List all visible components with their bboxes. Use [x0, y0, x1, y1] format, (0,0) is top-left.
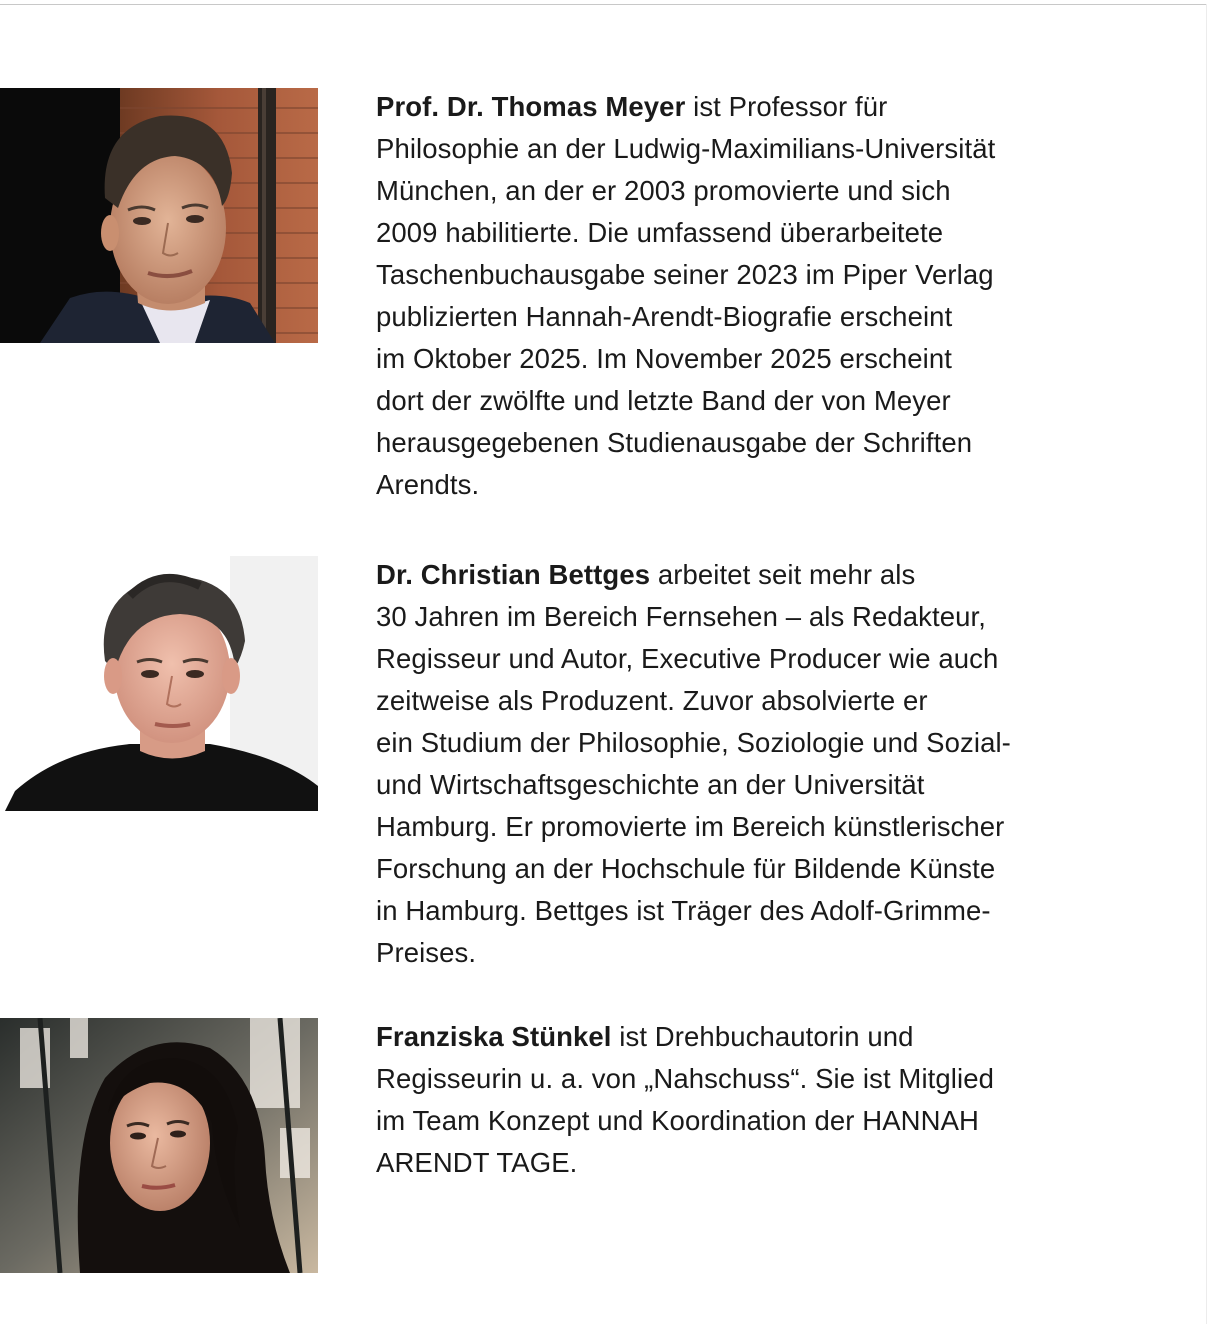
bio-line: herausgegebenen Studienausgabe der Schriften	[376, 427, 973, 458]
bio-line: arbeitet seit mehr als	[650, 559, 916, 590]
bio-text	[376, 554, 1106, 974]
bio-line: München, an der er 2003 promovierte und sich	[376, 175, 951, 206]
bio-line: Regisseurin u. a. von „Nahschuss“. Sie ist Mitglied	[376, 1063, 994, 1094]
bio-text	[376, 86, 1106, 506]
bio-line: im Oktober 2025. Im November 2025 erscheint	[376, 343, 952, 374]
bio-line: 30 Jahren im Bereich Fernsehen – als Redakteur,	[376, 601, 987, 632]
bio-line: im Team Konzept und Koordination der HANNAH	[376, 1105, 979, 1136]
bio-text	[376, 1016, 1106, 1184]
bio-line: ARENDT TAGE.	[376, 1147, 578, 1178]
portrait-image	[0, 88, 318, 343]
bio-line: Taschenbuchausgabe seiner 2023 im Piper Verlag	[376, 259, 994, 290]
portrait-image	[0, 1018, 318, 1273]
bio-line: Hamburg. Er promovierte im Bereich künstlerischer	[376, 811, 1005, 842]
bio-line: ist Drehbuchautorin und	[611, 1021, 914, 1052]
person-name: Prof. Dr. Thomas Meyer	[376, 91, 686, 122]
top-divider	[0, 4, 1207, 5]
person-name: Franziska Stünkel	[376, 1021, 612, 1052]
portrait-image	[0, 556, 318, 811]
person-name: Dr. Christian Bettges	[376, 559, 651, 590]
bio-line: Philosophie an der Ludwig-Maximilians-Universität	[376, 133, 996, 164]
bio-line: dort der zwölfte und letzte Band der von Meyer	[376, 385, 951, 416]
bio-line: und Wirtschaftsgeschichte an der Universität	[376, 769, 925, 800]
bio-line: Forschung an der Hochschule für Bildende Künste	[376, 853, 996, 884]
bio-line: Regisseur und Autor, Executive Producer wie auch	[376, 643, 999, 674]
portrait-christian-bettges-image	[0, 556, 318, 811]
bio-line: Arendts.	[376, 469, 480, 500]
bio-line: in Hamburg. Bettges ist Träger des Adolf-Grimme-	[376, 895, 991, 926]
bio-line: ein Studium der Philosophie, Soziologie und Sozial-	[376, 727, 1011, 758]
bio-line: Preises.	[376, 937, 477, 968]
bio-line: publizierten Hannah-Arendt-Biografie erscheint	[376, 301, 953, 332]
bio-line: zeitweise als Produzent. Zuvor absolvierte er	[376, 685, 928, 716]
portrait-franziska-stuenkel-image	[0, 1018, 318, 1273]
bio-line: 2009 habilitierte. Die umfassend überarbeitete	[376, 217, 944, 248]
bio-line: ist Professor für	[685, 91, 888, 122]
portrait-thomas-meyer-image	[0, 88, 318, 343]
